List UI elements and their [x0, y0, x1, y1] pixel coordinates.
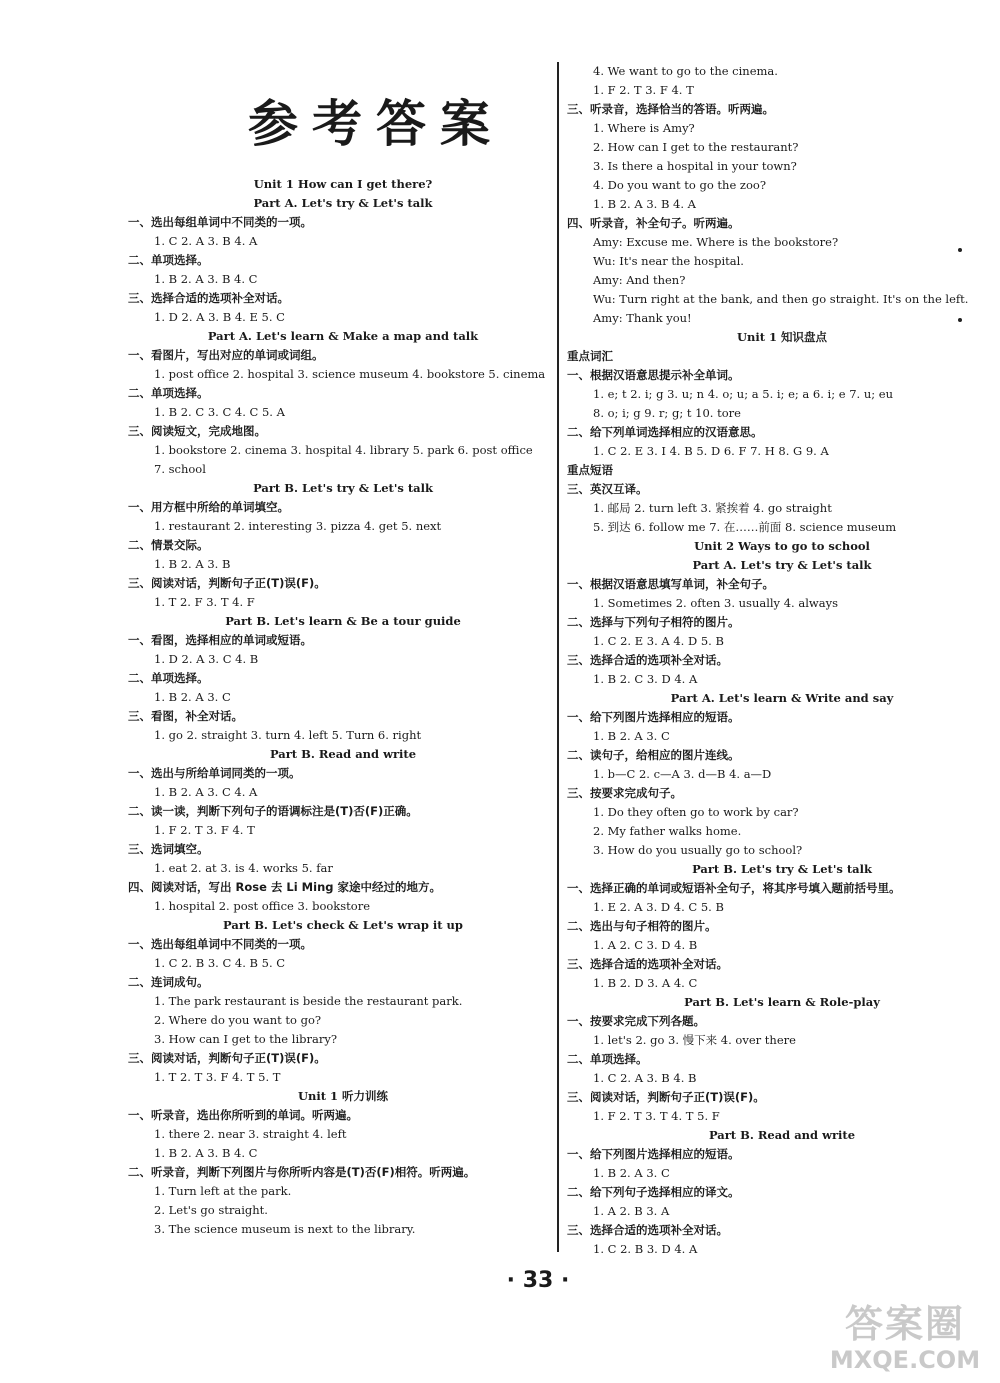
answer-line: 1. e; t 2. i; g 3. u; n 4. o; u; a 5. i; e; a 6. i; e 7. u; eu: [593, 387, 894, 401]
answer-line: 1. restaurant 2. interesting 3. pizza 4. get 5. next: [154, 519, 442, 533]
answer-line: 1. B 2. C 3. D 4. A: [593, 672, 698, 686]
section-heading: Part B. Let's learn & Role-play: [684, 995, 880, 1009]
dialogue-line: Amy: And then?: [593, 273, 686, 287]
answer-line: 1. T 2. T 3. F 4. T 5. T: [154, 1070, 281, 1084]
section-heading: Part B. Let's try & Let's talk: [692, 862, 872, 876]
answer-line: 1. B 2. A 3. C: [593, 729, 670, 743]
answer-line: 1. C 2. A 3. B 4. B: [593, 1071, 697, 1085]
watermark-bottom: MXQE.COM: [829, 1346, 981, 1374]
answer-line: 1. bookstore 2. cinema 3. hospital 4. library 5. park 6. post office: [154, 443, 533, 457]
answer-line: 2. Where do you want to go?: [154, 1013, 322, 1027]
dialogue-line: Amy: Thank you!: [593, 311, 692, 325]
answer-line: 7. school: [154, 462, 206, 476]
answer-line: 1. Turn left at the park.: [154, 1184, 292, 1198]
answer-line: 2. How can I get to the restaurant?: [593, 140, 799, 154]
question-heading: 三、选择合适的选项补全对话。: [128, 291, 289, 305]
section-heading: Part B. Read and write: [269, 747, 417, 761]
question-heading: 三、看图，补全对话。: [128, 709, 243, 723]
section-heading: Part B. Let's learn & Be a tour guide: [225, 614, 461, 628]
question-heading: 一、选出每组单词中不同类的一项。: [128, 937, 312, 951]
section-heading: Unit 1 How can I get there?: [253, 177, 433, 191]
section-heading: Part A. Let's try & Let's talk: [253, 196, 433, 210]
question-heading: 三、选词填空。: [128, 842, 209, 856]
watermark-top: 答案圈: [844, 1302, 965, 1346]
question-heading: 三、阅读对话，判断句子正(T)误(F)。: [567, 1090, 765, 1104]
answer-line: 3. The science museum is next to the library.: [154, 1222, 416, 1236]
dialogue-line: Amy: Excuse me. Where is the bookstore?: [593, 235, 839, 249]
question-heading: 二、单项选择。: [567, 1052, 648, 1066]
question-heading: 一、选出与所给单词同类的一项。: [128, 766, 301, 780]
answer-line: 1. B 2. A 3. B 4. A: [593, 197, 696, 211]
answer-line: 3. How can I get to the library?: [154, 1032, 338, 1046]
question-heading: 四、阅读对话，写出 Rose 去 Li Ming 家途中经过的地方。: [128, 880, 441, 894]
dialogue-line: Wu: It's near the hospital.: [593, 254, 744, 268]
question-heading: 二、单项选择。: [128, 253, 209, 267]
answer-line: 2. My father walks home.: [593, 824, 742, 838]
question-heading: 四、听录音，补全句子。听两遍。: [567, 216, 740, 230]
answer-line: 4. We want to go to the cinema.: [593, 64, 778, 78]
answer-line: 1. A 2. C 3. D 4. B: [593, 938, 698, 952]
question-heading: 一、看图片，写出对应的单词或词组。: [128, 348, 324, 362]
section-heading: Part A. Let's try & Let's talk: [692, 558, 872, 572]
question-heading: 二、选择与下列句子相符的图片。: [567, 615, 740, 629]
margin-dot: [958, 248, 962, 252]
question-heading: 三、选择合适的选项补全对话。: [567, 1223, 728, 1237]
question-heading: 二、单项选择。: [128, 386, 209, 400]
section-heading: Part B. Let's check & Let's wrap it up: [223, 918, 463, 932]
answer-line: 1. B 2. A 3. C: [593, 1166, 670, 1180]
answer-line: 4. Do you want to go the zoo?: [593, 178, 766, 192]
answer-line: 1. C 2. B 3. C 4. B 5. C: [154, 956, 286, 970]
left-column: [128, 175, 558, 1239]
column-divider: [557, 62, 559, 1252]
question-heading: 二、给下列单词选择相应的汉语意思。: [567, 425, 763, 439]
answer-line: 1. Sometimes 2. often 3. usually 4. always: [593, 596, 838, 610]
question-heading: 三、阅读短文，完成地图。: [128, 424, 266, 438]
answer-line: 1. E 2. A 3. D 4. C 5. B: [593, 900, 724, 914]
page-title: 参考答案: [248, 95, 504, 153]
question-heading: 一、选出每组单词中不同类的一项。: [128, 215, 312, 229]
answer-line: 1. T 2. F 3. T 4. F: [154, 595, 255, 609]
question-heading: 三、听录音，选择恰当的答语。听两遍。: [567, 102, 774, 116]
question-heading: 三、英汉互译。: [567, 482, 648, 496]
dialogue-line: Wu: Turn right at the bank, and then go straight. It's on the left.: [593, 292, 969, 306]
answer-line: 1. Where is Amy?: [593, 121, 695, 135]
question-heading: 一、根据汉语意思提示补全单词。: [567, 368, 740, 382]
section-heading: Part B. Read and write: [708, 1128, 856, 1142]
answer-line: 1. F 2. T 3. F 4. T: [593, 83, 694, 97]
question-heading: 三、按要求完成句子。: [567, 786, 682, 800]
question-heading: 一、用方框中所给的单词填空。: [128, 500, 289, 514]
section-heading: Unit 2 Ways to go to school: [694, 539, 870, 553]
answer-line: 1. C 2. B 3. D 4. A: [593, 1242, 698, 1256]
answer-line: 1. 邮局 2. turn left 3. 紧挨着 4. go straight: [593, 501, 832, 515]
question-heading: 重点短语: [567, 463, 613, 477]
question-heading: 三、选择合适的选项补全对话。: [567, 653, 728, 667]
question-heading: 二、连词成句。: [128, 975, 209, 989]
section-heading: Part A. Let's learn & Make a map and talk: [207, 329, 479, 343]
answer-line: 1. C 2. E 3. I 4. B 5. D 6. F 7. H 8. G 9. A: [593, 444, 829, 458]
section-heading: Part A. Let's learn & Write and say: [670, 691, 894, 705]
answer-line: 1. F 2. T 3. T 4. T 5. F: [593, 1109, 720, 1123]
answer-line: 1. D 2. A 3. C 4. B: [154, 652, 259, 666]
answer-line: 1. Do they often go to work by car?: [593, 805, 799, 819]
question-heading: 一、选择正确的单词或短语补全句子，将其序号填入题前括号里。: [567, 881, 901, 895]
question-heading: 二、给下列句子选择相应的译文。: [567, 1185, 740, 1199]
answer-line: 1. go 2. straight 3. turn 4. left 5. Turn 6. right: [154, 728, 422, 742]
answer-line: 1. C 2. A 3. B 4. A: [154, 234, 258, 248]
question-heading: 二、单项选择。: [128, 671, 209, 685]
question-heading: 三、阅读对话，判断句子正(T)误(F)。: [128, 576, 326, 590]
answer-line: 3. Is there a hospital in your town?: [593, 159, 797, 173]
question-heading: 一、看图，选择相应的单词或短语。: [128, 633, 312, 647]
section-heading: Unit 1 听力训练: [297, 1089, 389, 1103]
answer-line: 8. o; i; g 9. r; g; t 10. tore: [593, 406, 741, 420]
question-heading: 一、按要求完成下列各题。: [567, 1014, 705, 1028]
answer-line: 1. B 2. A 3. C: [154, 690, 231, 704]
answer-line: 5. 到达 6. follow me 7. 在……前面 8. science museum: [593, 520, 897, 534]
question-heading: 一、听录音，选出你所听到的单词。听两遍。: [128, 1108, 358, 1122]
answer-line: 1. B 2. A 3. B 4. C: [154, 272, 258, 286]
answer-line: 1. B 2. D 3. A 4. C: [593, 976, 698, 990]
answer-line: 1. let's 2. go 3. 慢下来 4. over there: [593, 1033, 796, 1047]
question-heading: 一、根据汉语意思填写单词，补全句子。: [567, 577, 774, 591]
answer-line: 1. A 2. B 3. A: [593, 1204, 670, 1218]
section-heading: Part B. Let's try & Let's talk: [253, 481, 433, 495]
answer-line: 1. The park restaurant is beside the restaurant park.: [154, 994, 463, 1008]
question-heading: 二、读一读，判断下列句子的语调标注是(T)否(F)正确。: [128, 804, 418, 818]
question-heading: 二、情景交际。: [128, 538, 209, 552]
answer-line: 1. F 2. T 3. F 4. T: [154, 823, 255, 837]
answer-line: 1. B 2. A 3. C 4. A: [154, 785, 258, 799]
question-heading: 一、给下列图片选择相应的短语。: [567, 1147, 740, 1161]
answer-line: 1. C 2. E 3. A 4. D 5. B: [593, 634, 724, 648]
answer-line: 1. hospital 2. post office 3. bookstore: [154, 899, 371, 913]
margin-dot: [958, 318, 962, 322]
question-heading: 三、选择合适的选项补全对话。: [567, 957, 728, 971]
answer-line: 3. How do you usually go to school?: [593, 843, 803, 857]
answer-line: 1. b—C 2. c—A 3. d—B 4. a—D: [593, 767, 772, 781]
watermark-logo: [820, 1302, 990, 1378]
answer-line: 1. eat 2. at 3. is 4. works 5. far: [154, 861, 333, 875]
answer-line: 1. B 2. A 3. B 4. C: [154, 1146, 258, 1160]
question-heading: 重点词汇: [567, 349, 613, 363]
question-heading: 二、选出与句子相符的图片。: [567, 919, 717, 933]
section-heading: Unit 1 知识盘点: [736, 330, 828, 344]
question-heading: 三、阅读对话，判断句子正(T)误(F)。: [128, 1051, 326, 1065]
question-heading: 二、听录音，判断下列图片与你所听内容是(T)否(F)相符。听两遍。: [128, 1165, 476, 1179]
right-column: [567, 62, 997, 1259]
answer-line: 1. there 2. near 3. straight 4. left: [154, 1127, 347, 1141]
page-number: · 33 ·: [506, 1268, 570, 1293]
answer-line: 2. Let's go straight.: [154, 1203, 268, 1217]
answer-line: 1. B 2. A 3. B: [154, 557, 231, 571]
answer-line: 1. B 2. C 3. C 4. C 5. A: [154, 405, 285, 419]
answer-line: 1. D 2. A 3. B 4. E 5. C: [154, 310, 285, 324]
question-heading: 一、给下列图片选择相应的短语。: [567, 710, 740, 724]
answer-line: 1. post office 2. hospital 3. science museum 4. bookstore 5. cinema: [154, 367, 546, 381]
question-heading: 二、读句子，给相应的图片连线。: [567, 748, 740, 762]
